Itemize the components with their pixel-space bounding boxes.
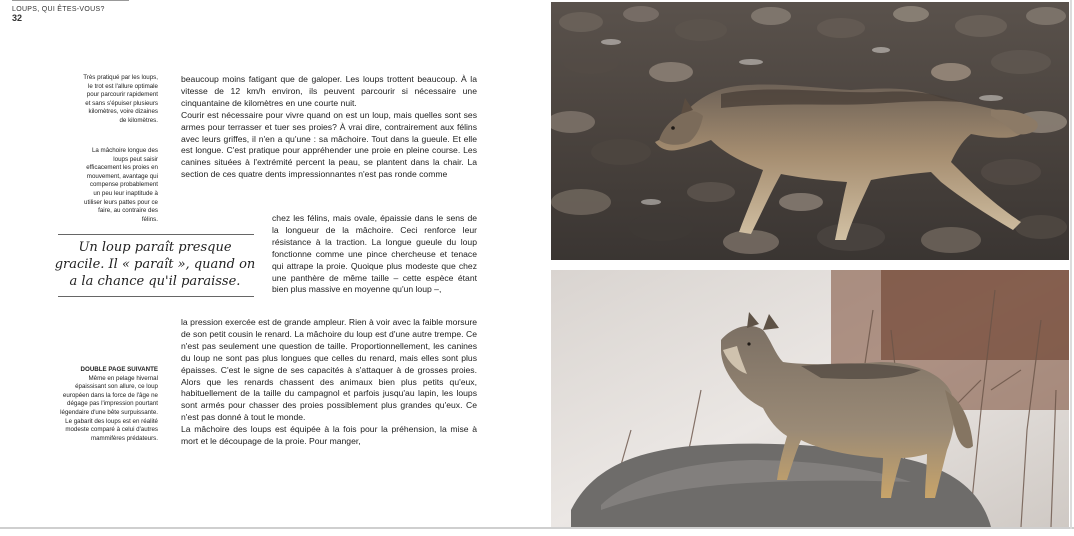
caption-jaw: La mâchoire longue des loups peut saisir efficacement les proies en mouvement, avantage qui compense probablement un peu leur inaptitude à utiliser leurs pattes pour ce faire, au contraire des félins. [84,147,158,223]
standing-wolf-illustration [551,270,1069,527]
body-paragraph: Courir est nécessaire pour vivre quand on est un loup, mais quelles sont ses armes pour terrasser et tuer ses proies? À vrai dire, contrairement aux félins avec leurs griffes, il n'en a qu'une : sa mâchoire. Tout dans la gueule. Et elle est longue. C'est pratique pour appréhender une proie en pleine course. Les canines situées à l'extrémité percent la peau, se plantent dans la chair. La section de ces quatre dents impressionnantes n'est pas ronde comme [181,109,477,180]
trotting-wolf-illustration [551,2,1069,260]
pull-quote: Un loup paraît presque gracile. Il « paraît », quand on a la chance qu'il paraisse. [54,240,256,289]
pull-quote-rule-bottom [58,296,254,297]
body-column-indented [272,213,477,296]
body-paragraph: La mâchoire des loups est équipée à la fois pour la préhension, la mise à mort et le découpage de la proie. Pour manger, [181,424,477,447]
caption-trot: Très pratiqué par les loups, le trot est l'allure optimale pour parcourir rapidement et sans s'épuiser plusieurs kilomètres, voire dizaines de kilomètres. [83,74,158,124]
page-bottom-border [0,527,1074,529]
body-paragraph: la pression exercée est de grande ampleur. Rien à voir avec la faible morsure de son petit cousin le renard. La mâchoire du loup est d'une autre trempe. Ce n'est pas seulement une question de taille. Proportionnellement, les canines du loup ne sont pas plus longues que celles du renard, mais elles sont plus épaisses. C'est le signe de ses capacités à s'attaquer à de grosses proies. Alors que les renards chassent des animaux bien plus petits qu'eux, habituellement de la taille du campagnol et parfois jusqu'au lapin, les loups sont armés pour chasser des proies possiblement plus grandes qu'eux. Ce n'est pas donné à tout le monde. [181,317,477,423]
photo-standing-wolf [551,270,1069,527]
running-head: LOUPS, QUI ÊTES-VOUS? [12,6,105,13]
photo-trotting-wolf [551,2,1069,260]
header-rule [12,0,129,1]
body-column-top [181,74,477,181]
caption-next-spread-text: Même en pelage hivernal épaissisant son allure, ce loup européen dans la force de l'âge ne dégage pas l'impression pourtant légendaire d'une bête surpuissante. Le gabarit des loups est en réalité modeste comparé à celui d'autres mammifères prédateurs. [60,374,158,442]
page-right-border [1070,0,1072,529]
body-paragraph: chez les félins, mais ovale, épaissie dans le sens de la longueur de la mâchoire. Ceci renforce leur résistance à la traction. La longue gueule du loup fonctionne comme une pince chercheuse et tenace qui attrape la proie. Quoique plus modeste que chez une panthère de même taille – cette espèce étant bien plus massive en moyenne qu'un loup –, [272,213,477,295]
caption-next-spread [60,366,158,443]
pull-quote-rule-top [58,234,254,235]
caption-next-spread-title: DOUBLE PAGE SUIVANTE [80,366,158,373]
body-paragraph: beaucoup moins fatigant que de galoper. Les loups trottent beaucoup. À la vitesse de 12 km/h environ, ils peuvent parcourir si nécessaire une cinquantaine de kilomètres en une courte nuit. [181,74,477,108]
body-column-bottom [181,317,477,448]
page-number: 32 [12,13,23,23]
